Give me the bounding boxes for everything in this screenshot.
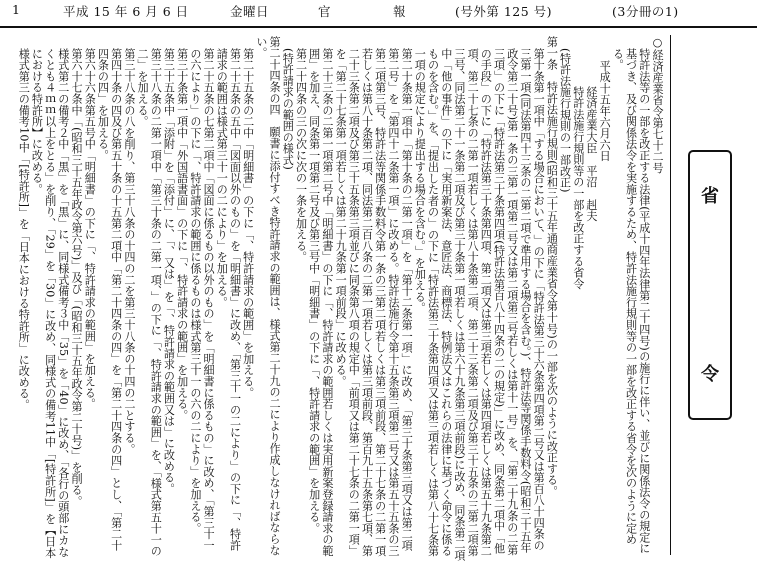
amendment-para: 第二十五条の五中「図面以外のもの」を「明細書」に改め、「第三十一の二により」の下に「、特許請求の範囲は様式第三十一の二により」を加える。 — [215, 48, 242, 551]
amendment-para: 第四十条の四及び第五十条の十五第二項中「第二十四条の四」を「第二十四条の四」とし、「第二十四条の四」を加える。 — [96, 48, 123, 551]
amendment-para: 第二十五条の七第二項中「図面に係るもの以外のもの」を「明細書に係るもの」に改め、「第三十一の六により」の下に「、特許請求の範囲に係るものは様式第三十一の六の二により」を加える。 — [188, 48, 216, 551]
gazette-header — [0, 0, 757, 26]
volume-part: (3分冊の1) — [612, 4, 679, 19]
amendment-para: 第三十条第一項中「外国語書面」の下に「、特許請求の範囲」を加える。 — [175, 48, 189, 421]
preamble: 特許法等の一部を改正する法律(平成十四年法律第二十四号)の施行に伴い、並びに関係法令の規定に基づき、及び関係法令を実施するため、特許法施行規則等の一部を改正する省令を次のように定める。 — [611, 48, 651, 555]
issue-number: (号外第 125 号) — [455, 4, 553, 19]
article-1: 第一条 特許法施行規則(昭和三十五年通商産業省令第十号)の一部を次のように改正する。 — [545, 36, 559, 498]
gazette-title-char-1: 官 — [318, 4, 332, 19]
amendment-para: 第三十八条の八を削り、第三十八条の十四の二を第三十八条の十四の二とする。 — [122, 48, 136, 455]
column-divider — [670, 35, 671, 555]
amendment-para: 第三十八条の二第一項中「第三十条の二第一項、」の下に「、特許請求の範囲」を、「様式第五十一の二」を加える。 — [136, 48, 163, 557]
amendment-para: 第二十四条の三の次に次の一条を加える。 — [294, 48, 308, 263]
amendment-para: 様式第二の備考２中「黒」を「黒」に、同様式備考３中「35」を「40」に改め、「各行の頭部にカなくとも４ｍｍ以上をとる」を削り、「29」を「30」に改め、同様式の備考11中「[特許所]」を【日本における特許所】に改める。 — [30, 48, 70, 559]
amendment-para: 様式第三の備考10中「[特許所]」を「日本における特許所」に改める。 — [17, 48, 31, 411]
minister-signature: 経済産業大臣 平沼 赳夫 — [584, 86, 598, 222]
amendment-para: 第二十三条の二第一項第二号中「明細書」の下に「、特許請求の範囲若しくは実用新案登録請求の範囲」を加え、同条第一項第二号及び第三号中「明細書」の下に「、特許請求の範囲」を加える。 — [307, 48, 334, 557]
header-rule — [0, 26, 757, 28]
part-title: (特許法施行規則の一部改正) — [558, 48, 572, 193]
amendment-para: 第二十四条の四 願書に添付すべき特許請求の範囲は、様式第二十九の二により作成しなければならない。 — [254, 36, 282, 556]
page-number: 1 — [12, 2, 21, 17]
amendment-para: 第六十七条中「(昭和三十五年政令第六号)」及び「(昭和三十五年政令第二十号)」を削る。 — [70, 48, 84, 507]
amendment-para: 第二十五条の二中「明細書」の下に「、特許請求の範囲」を加える。 — [241, 48, 255, 399]
issue-date: 平成 15 年 6 月 6 日 — [63, 4, 189, 19]
section-label-bottom: 令 — [701, 364, 719, 385]
section-label-top: 省 — [701, 186, 719, 207]
section-label-box — [688, 150, 732, 420]
ordinance-number: ○経済産業省令第七十二号 — [651, 36, 664, 174]
section-subtitle: (特許請求の範囲の様式) — [281, 48, 295, 171]
amendment-para: 第六十六条第五号中「明細書」の下に「、特許請求の範囲」を加える。 — [83, 48, 97, 410]
amendment-para: 第二十条第一項中「第十条の二第一項」を「第十二条第一項」に改め、「第三十条第三項又は第二項第二号」を「第四十二条第一項」に改める。特許法施行令第十五条第三項第二号又は第五十五条の三第二項第三号、特許法等関係手数料令第一条の三第二項若しくは第三項前段、第二十七条の二第一項若しくは第八十条第二項、同法第二百八条の二第一項若しくは第三項前段、第百九十五条第七項、第二十三条第二項及び第三十五条第三項並びに同条第八項の規定中「前項又は第二十七条の二第一項」を「第二十七条第一項若しくは第二十九条第一項前段」に改める。 — [334, 48, 414, 557]
ordinance-title: 特許法施行規則等の一部を改正する省令 — [571, 86, 585, 290]
promulgation-date: 平成十五年六月六日 — [598, 60, 612, 162]
ordinance-text — [17, 36, 664, 562]
amendment-para: 第十条第一項中「する場合において、」の下に「特許法第三十六条第四項第二号又は第百八十四条の三第一項(同法第四十三条の二第二項で準用する場合を含む。)、特許法等関係手数料令(昭和三十五年政令第二十号)第一条の三第一項第二号又は第二項第三号若しくは第十一号」を、「第二十九条の二第三項」の下に「特許法第三十条第四項(特許法第百八十四条の二の規定)」に改め、同条第二項中「他の手段」の下に「特許法第三十条第四項、第二項又は第三項若しくは第四項若しくは第五十九条第二項、第二十七条の二第一項若しくは第八十条第二項、第二十三条第二項及び第三十五条の三第二項第三号、同法第二十一条第二項及び第三十条第一項若しくは第六十九条第三項前段)に改め、同条第二項中「他の事件」の下に「実用新案法、意匠法、商標法、特例法又はこれらの法律に基づく命令に係るものを含む。」を、「提出した者の」の下に「特許法第三十条第四項又は第三項若しくは第八十七条第一項の規定により提出する場合を含む。」を加える。 — [413, 48, 546, 562]
weekday: 金曜日 — [230, 4, 270, 19]
gazette-title-char-2: 報 — [393, 4, 407, 19]
amendment-para: 第三十五条中「添附」を「添付」に、「、又は」を「、特許請求の範囲又は」に改める。 — [162, 48, 176, 495]
